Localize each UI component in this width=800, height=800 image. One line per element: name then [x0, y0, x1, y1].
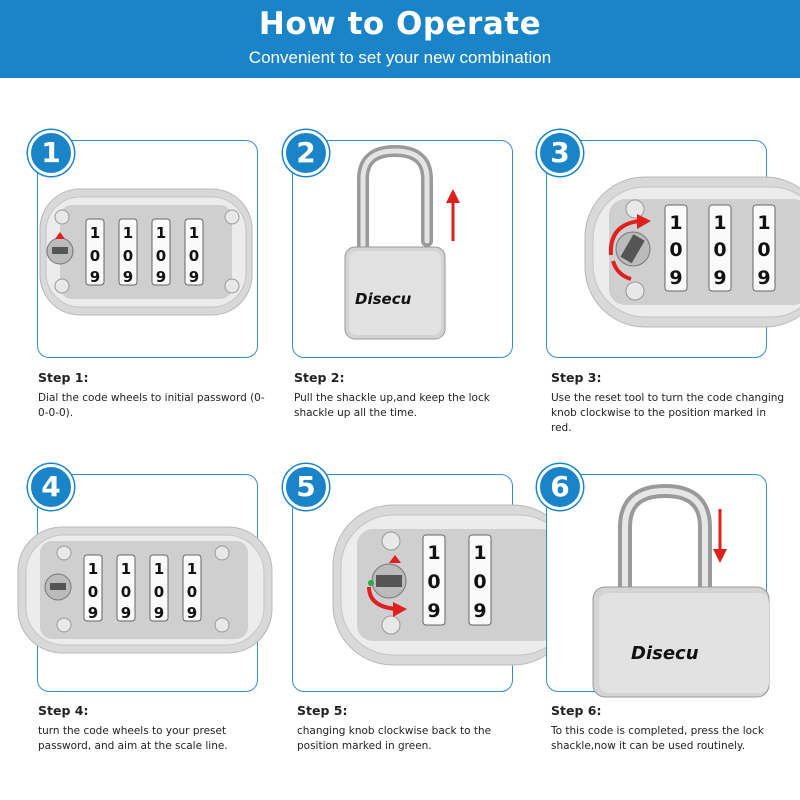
step-1-image-panel — [37, 140, 258, 358]
step-3-description: Use the reset tool to turn the code changing knob clockwise to the position marked in red. — [551, 392, 785, 434]
wheel-digit: 9 — [669, 267, 683, 289]
wheel-digit: 9 — [120, 604, 132, 622]
step-5-number-badge: 5 — [283, 464, 329, 510]
step-4-description: turn the code wheels to your preset password, and aim at the scale line. — [38, 725, 228, 752]
wheel-digit: 1 — [669, 212, 683, 234]
wheel-digit: 1 — [87, 560, 99, 578]
wheel-digit: 0 — [87, 583, 99, 601]
step-5-image-panel — [292, 474, 513, 692]
wheel-digit: 0 — [713, 239, 727, 261]
reset-knob-turn-red-illustration — [547, 141, 771, 357]
wheel-digit: 1 — [757, 212, 771, 234]
step-1-number-badge: 1 — [28, 130, 74, 176]
wheel-digit: 1 — [122, 224, 134, 242]
step-2-image-panel — [292, 140, 513, 358]
wheel-digit: 0 — [122, 247, 134, 265]
dial-lock-set-code-illustration — [38, 475, 257, 691]
wheel-digit: 9 — [473, 600, 487, 622]
wheel-digit: 9 — [87, 604, 99, 622]
reset-knob-turn-back-illustration — [293, 475, 512, 691]
step-2-description: Pull the shackle up,and keep the lock shackle up all the time. — [294, 392, 490, 419]
wheel-digit: 9 — [757, 267, 771, 289]
wheel-digit: 9 — [153, 604, 165, 622]
header-banner — [0, 0, 800, 78]
step-3-number-badge: 3 — [537, 130, 583, 176]
wheel-digit: 0 — [89, 247, 101, 265]
step-5-description: changing knob clockwise back to the position marked in green. — [297, 725, 492, 752]
step-2-number-badge: 2 — [283, 130, 329, 176]
page-subtitle: Convenient to set your new combination — [248, 48, 552, 67]
wheel-digit: 9 — [155, 268, 167, 286]
step-3-image-panel — [546, 140, 771, 358]
wheel-digit: 0 — [188, 247, 200, 265]
wheel-digit: 9 — [186, 604, 198, 622]
step-3-title: Step 3: — [551, 370, 602, 385]
wheel-digit: 0 — [757, 239, 771, 261]
step-1-title: Step 1: — [38, 370, 89, 385]
wheel-digit: 0 — [153, 583, 165, 601]
wheel-digit: 0 — [427, 571, 441, 593]
wheel-digit: 0 — [120, 583, 132, 601]
step-4-title: Step 4: — [38, 703, 89, 718]
dial-lock-front-illustration — [38, 141, 257, 357]
wheel-digit: 0 — [155, 247, 167, 265]
step-6-number-badge: 6 — [537, 464, 583, 510]
step-4-image-panel — [37, 474, 258, 692]
step-4-number-badge: 4 — [28, 464, 74, 510]
wheel-digit: 1 — [89, 224, 101, 242]
wheel-digit: 9 — [188, 268, 200, 286]
padlock-shackle-pressed-illustration — [547, 475, 766, 691]
wheel-digit: 0 — [186, 583, 198, 601]
wheel-digit: 1 — [713, 212, 727, 234]
wheel-digit: 1 — [186, 560, 198, 578]
wheel-digit: 9 — [122, 268, 134, 286]
step-5-title: Step 5: — [297, 703, 348, 718]
wheel-digit: 0 — [473, 571, 487, 593]
wheel-digit: 9 — [89, 268, 101, 286]
wheel-digit: 1 — [188, 224, 200, 242]
padlock-shackle-up-illustration — [293, 141, 512, 357]
wheel-digit: 1 — [153, 560, 165, 578]
wheel-digit: 9 — [427, 600, 441, 622]
wheel-digit: 1 — [155, 224, 167, 242]
wheel-digit: 0 — [669, 239, 683, 261]
wheel-digit: 1 — [427, 542, 441, 564]
step-6-image-panel — [546, 474, 767, 692]
step-6-description: To this code is completed, press the lock shackle,now it can be used routinely. — [551, 725, 764, 752]
wheel-digit: 1 — [473, 542, 487, 564]
lock-brand-text: Disecu — [355, 290, 412, 308]
step-6-title: Step 6: — [551, 703, 602, 718]
lock-brand-text: Disecu — [631, 643, 699, 664]
step-2-title: Step 2: — [294, 370, 345, 385]
page-title: How to Operate — [258, 6, 542, 42]
step-1-description: Dial the code wheels to initial password (0-0-0-0). — [38, 392, 265, 419]
wheel-digit: 9 — [713, 267, 727, 289]
wheel-digit: 1 — [120, 560, 132, 578]
